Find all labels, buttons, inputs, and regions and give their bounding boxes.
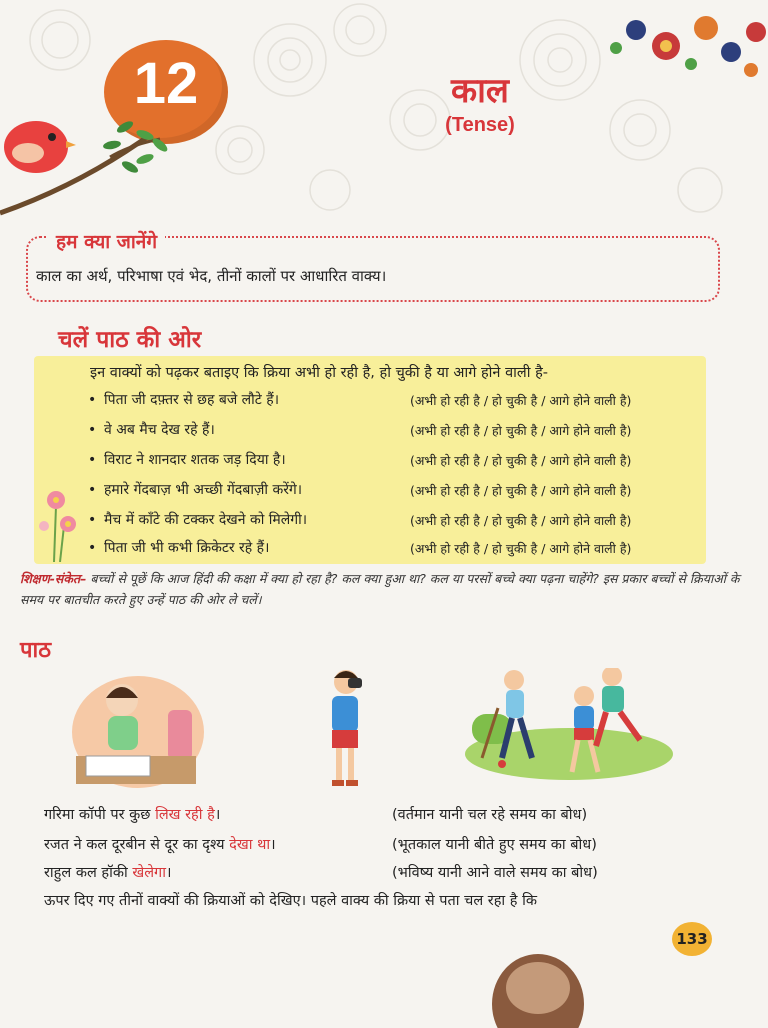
girl-writing-illustration [68, 670, 208, 790]
example-text: गरिमा कॉपी पर कुछ [44, 807, 156, 823]
teacher-note [20, 568, 740, 610]
example-note: (भविष्य यानी आने वाले समय का बोध) [392, 865, 598, 881]
example-text-end: । [165, 865, 172, 881]
children-playing-hockey-illustration [462, 668, 676, 782]
section-title: चलें पाठ की ओर [58, 327, 202, 353]
bird-on-branch-illustration [0, 105, 200, 225]
bullet: • [88, 392, 97, 408]
example-text: राहुल कल हॉकी [44, 865, 133, 881]
sentence-options: (अभी हो रही है / हो चुकी है / आगे होने वाली है) [410, 483, 632, 498]
example-sentence [44, 862, 171, 882]
closing-paragraph: ऊपर दिए गए तीनों वाक्यों की क्रियाओं को देखिए। पहले वाक्य की क्रिया से पता चल रहा है कि [44, 893, 537, 909]
thumb-photo-artifact [486, 948, 590, 1028]
exercise-instruction: इन वाक्यों को पढ़कर बताइए कि क्रिया अभी हो रही है, हो चुकी है या आगे होने वाली है- [90, 365, 549, 381]
sentence-options: (अभी हो रही है / हो चुकी है / आगे होने वाली है) [410, 453, 632, 468]
teacher-note-text: बच्चों से पूछें कि आज हिंदी की कक्षा में क्या हो रहा है? कल क्या हुआ था? कल या परसों बच्चे क्या पढ़ना चाहेंगे? इस प्रकार बच्चों से क्रियाओं के समय पर बातचीत करते हुए उन्हें पाठ की ओर ले चलें। [20, 571, 740, 607]
boy-with-binoculars-illustration [318, 664, 378, 790]
bullet: • [88, 540, 97, 556]
pink-flower-icon [34, 486, 84, 562]
sentence-text: वे अब मैच देख रहे हैं। [104, 422, 215, 438]
bullet: • [88, 512, 97, 528]
sentence-text: विराट ने शानदार शतक जड़ दिया है। [104, 452, 286, 468]
example-note: (भूतकाल यानी बीते हुए समय का बोध) [392, 837, 597, 853]
example-sentence [44, 804, 220, 824]
teacher-note-label: शिक्षण-संकेत– [20, 571, 87, 586]
sentence-row [88, 450, 286, 469]
sentence-row [88, 420, 215, 439]
sentence-text: पिता जी दफ़्तर से छह बजे लौटे हैं। [104, 392, 280, 408]
learning-heading-text: हम क्या जानेंगे [56, 231, 158, 253]
example-verb-highlight: खेलेगा [132, 865, 166, 881]
lesson-title: पाठ [20, 638, 51, 663]
example-verb-highlight: लिख रही है [155, 807, 215, 823]
example-text-end: । [214, 807, 221, 823]
example-verb-highlight: देखा था [229, 837, 271, 853]
flower-decoration [596, 12, 768, 82]
sentence-text: पिता जी भी कभी क्रिकेटर रहे हैं। [104, 540, 270, 556]
chapter-number: 12 [133, 51, 199, 116]
example-note: (वर्तमान यानी चल रहे समय का बोध) [392, 807, 588, 823]
sentence-row [88, 480, 302, 499]
bullet: • [88, 422, 97, 438]
sentence-row [88, 538, 269, 557]
sentence-options: (अभी हो रही है / हो चुकी है / आगे होने वाली है) [410, 513, 632, 528]
sentence-text: हमारे गेंदबाज़ भी अच्छी गेंदबाज़ी करेंगे। [104, 482, 303, 498]
sentence-row [88, 390, 279, 409]
example-text: रजत ने कल दूरबीन से दूर का दृश्य [44, 837, 230, 853]
learning-objectives-heading [48, 228, 165, 254]
page-number: 133 [672, 922, 712, 956]
chapter-title-hindi: काल [451, 71, 509, 111]
sentence-options: (अभी हो रही है / हो चुकी है / आगे होने वाली है) [410, 393, 632, 408]
chapter-title-english: (Tense) [445, 114, 515, 136]
bullet: • [88, 482, 97, 498]
sentence-options: (अभी हो रही है / हो चुकी है / आगे होने वाली है) [410, 541, 632, 556]
example-text-end: । [270, 837, 276, 853]
sentence-options: (अभी हो रही है / हो चुकी है / आगे होने वाली है) [410, 423, 632, 438]
sentence-text: मैच में काँटे की टक्कर देखने को मिलेगी। [104, 512, 308, 528]
bullet: • [88, 452, 97, 468]
example-sentence [44, 834, 276, 854]
learning-objectives-text: काल का अर्थ, परिभाषा एवं भेद, तीनों कालों पर आधारित वाक्य। [36, 267, 387, 285]
sentence-row [88, 510, 307, 529]
